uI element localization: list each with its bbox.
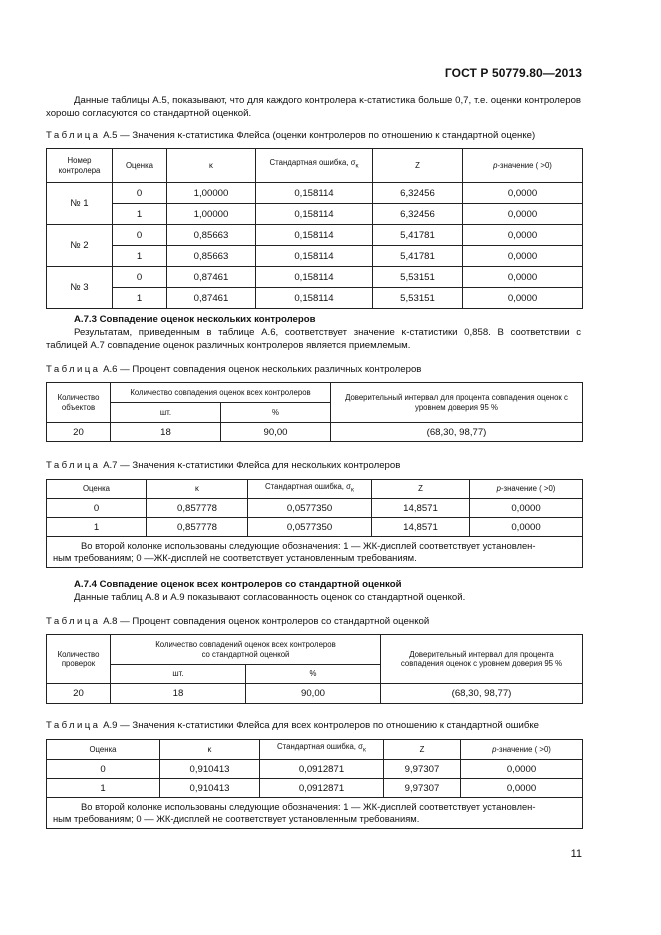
table-cell: (68,30, 98,77) (331, 423, 583, 442)
table-header-cell: Количество объектов (47, 383, 111, 423)
table-cell: (68,30, 98,77) (381, 684, 583, 704)
table-header-cell: Оценка (47, 740, 160, 760)
table-header-cell: κ (160, 740, 260, 760)
table-cell: 5,41781 (373, 225, 463, 246)
header-line: со стандартной оценкой (201, 649, 290, 659)
table-header-cell: Стандартная ошибка, $\sigma_\kappa$ (256, 149, 373, 183)
table-cell: 18 (111, 423, 221, 442)
table-cell: 9,97307 (384, 760, 461, 779)
table-cell: 0,87461 (167, 288, 256, 309)
table-a9-caption-text: А.9 — Значения κ-статистики Флейса для всех контролеров по отношению к стандартной ошибке (103, 720, 539, 731)
table-cell: 0,857778 (147, 518, 248, 537)
table-cell: 0,0000 (463, 267, 583, 288)
table-header-cell: p-значение ( >0) (470, 480, 583, 499)
table-a6 (46, 382, 583, 442)
table-cell: 5,41781 (373, 246, 463, 267)
table-cell: 14,8571 (372, 499, 470, 518)
table-cell: 1,00000 (167, 204, 256, 225)
table-cell: 20 (47, 423, 111, 442)
table-header-cell: % (246, 665, 381, 684)
note-line: Во второй колонке использованы следующие обозначения: 1 — ЖК-дисплей соответствует установлен- (81, 540, 536, 551)
table-a9 (46, 739, 583, 829)
table-cell: 0,0000 (463, 225, 583, 246)
table-header-cell: Z (384, 740, 461, 760)
table-cell: 0,0000 (470, 499, 583, 518)
table-cell: 0 (113, 267, 167, 288)
table-cell: 0,0000 (470, 518, 583, 537)
table-a6-caption-text: А.6 — Процент совпадения оценок нескольких различных контролеров (103, 364, 422, 375)
table-cell: 6,32456 (373, 204, 463, 225)
paragraph-intro: Данные таблицы А.5, показывают, что для каждого контролера κ-статистика больше 0,7, т.е. оценки контролеров хорошо согласуются со стандартной оценкой. (46, 95, 581, 119)
table-a9-caption (46, 720, 539, 731)
table-word: Таблица (46, 720, 101, 731)
table-header-cell: Z (373, 149, 463, 183)
table-cell: 0,158114 (256, 225, 373, 246)
note-line: ным требованиям; 0 —ЖК-дисплей не соответствует установленным требованиям. (53, 552, 417, 564)
table-header-cell: шт. (111, 665, 246, 684)
note-line: ным требованиям; 0 — ЖК-дисплей не соответствует установленным требованиям. (53, 813, 420, 825)
note-line: Во второй колонке использованы следующие обозначения: 1 — ЖК-дисплей соответствует установлен- (81, 801, 536, 812)
table-cell: 0,158114 (256, 288, 373, 309)
table-cell: 0,85663 (167, 246, 256, 267)
table-cell: 90,00 (246, 684, 381, 704)
section-heading-a74: А.7.4 Совпадение оценок всех контролеров со стандартной оценкой (74, 579, 402, 590)
table-a5-caption-text: А.5 — Значения κ-статистика Флейса (оценки контролеров по отношению к стандартной оценке) (103, 130, 536, 141)
table-cell: 0,0000 (461, 760, 583, 779)
table-cell: 0,857778 (147, 499, 248, 518)
table-cell: 0,0577350 (248, 518, 372, 537)
table-header-cell: Номер контролера (47, 149, 113, 183)
table-header-cell: p-значение ( >0) (461, 740, 583, 760)
table-header-cell: Доверительный интервал для процента совпадения оценок с уровнем доверия 95 % (381, 635, 583, 684)
table-cell: 0,0912871 (260, 779, 384, 798)
table-cell: 0 (113, 183, 167, 204)
table-header-cell: Оценка (47, 480, 147, 499)
table-cell: 1 (113, 288, 167, 309)
table-a7 (46, 479, 583, 568)
table-header-cell: Количество совпадения оценок всех контролеров (111, 383, 331, 403)
table-cell: 0,158114 (256, 183, 373, 204)
table-a6-caption (46, 364, 421, 375)
table-cell: 0 (47, 499, 147, 518)
table-cell: 0,0000 (461, 779, 583, 798)
table-header-cell: % (221, 403, 331, 423)
table-cell: 0,910413 (160, 779, 260, 798)
table-cell: 0 (47, 760, 160, 779)
table-header-cell: Доверительный интервал для процента совпадения оценок с уровнем доверия 95 % (331, 383, 583, 423)
table-cell: 1 (113, 204, 167, 225)
table-a8 (46, 634, 583, 704)
table-a8-caption (46, 616, 429, 627)
table-header-cell (111, 635, 381, 665)
table-note (47, 798, 583, 829)
table-header-cell: шт. (111, 403, 221, 423)
table-cell: 14,8571 (372, 518, 470, 537)
table-cell: 0,0912871 (260, 760, 384, 779)
table-word: Таблица (46, 616, 101, 627)
table-cell: 6,32456 (373, 183, 463, 204)
table-a5 (46, 148, 583, 309)
table-header-cell: κ (167, 149, 256, 183)
table-cell: 1 (113, 246, 167, 267)
table-note (47, 537, 583, 568)
table-header-cell: p-значение ( >0) (463, 149, 583, 183)
table-cell: 5,53151 (373, 288, 463, 309)
table-cell: 1 (47, 518, 147, 537)
table-cell: 0,0000 (463, 204, 583, 225)
table-word: Таблица (46, 364, 101, 375)
paragraph-a73: Результатам, приведенным в таблице А.6, соответствует значение κ-статистики 0,858. В соответствии с таблицей А.7 совпадение оценок различных контролеров является приемлемым. (46, 327, 581, 351)
table-cell: 0,87461 (167, 267, 256, 288)
table-header-cell: Стандартная ошибка, $\sigma_\kappa$ (248, 480, 372, 499)
table-cell: 9,97307 (384, 779, 461, 798)
table-word: Таблица (46, 460, 101, 471)
table-cell: 0,158114 (256, 267, 373, 288)
table-cell: 0 (113, 225, 167, 246)
table-cell: 90,00 (221, 423, 331, 442)
table-cell: 0,0000 (463, 183, 583, 204)
table-cell: 0,910413 (160, 760, 260, 779)
table-cell: 0,0000 (463, 288, 583, 309)
table-cell: 0,85663 (167, 225, 256, 246)
header-line: Количество совпадений оценок всех контролеров (155, 640, 336, 649)
table-a7-caption-text: А.7 — Значения κ-статистики Флейса для нескольких контролеров (103, 460, 401, 471)
table-cell: 0,158114 (256, 204, 373, 225)
controller-cell: № 1 (47, 183, 113, 225)
table-header-cell: Количество проверок (47, 635, 111, 684)
paragraph-a74: Данные таблиц А.8 и А.9 показывают согласованность оценок со стандартной оценкой. (74, 592, 466, 603)
table-a5-caption (46, 130, 535, 141)
table-word: Таблица (46, 130, 101, 141)
table-cell: 18 (111, 684, 246, 704)
table-cell: 0,0577350 (248, 499, 372, 518)
table-cell: 1 (47, 779, 160, 798)
table-cell: 0,0000 (463, 246, 583, 267)
controller-cell: № 2 (47, 225, 113, 267)
page-number: 11 (570, 848, 582, 860)
table-header-cell: κ (147, 480, 248, 499)
controller-cell: № 3 (47, 267, 113, 309)
table-cell: 0,158114 (256, 246, 373, 267)
table-header-cell: Стандартная ошибка, $\sigma_\kappa$ (260, 740, 384, 760)
table-cell: 1,00000 (167, 183, 256, 204)
table-cell: 5,53151 (373, 267, 463, 288)
table-cell: 20 (47, 684, 111, 704)
document-header: ГОСТ Р 50779.80—2013 (444, 66, 582, 80)
table-header-cell: Z (372, 480, 470, 499)
table-header-cell: Оценка (113, 149, 167, 183)
table-a8-caption-text: А.8 — Процент совпадения оценок контролеров со стандартной оценкой (103, 616, 430, 627)
section-heading-a73: А.7.3 Совпадение оценок нескольких контролеров (74, 314, 316, 325)
table-a7-caption (46, 460, 400, 471)
